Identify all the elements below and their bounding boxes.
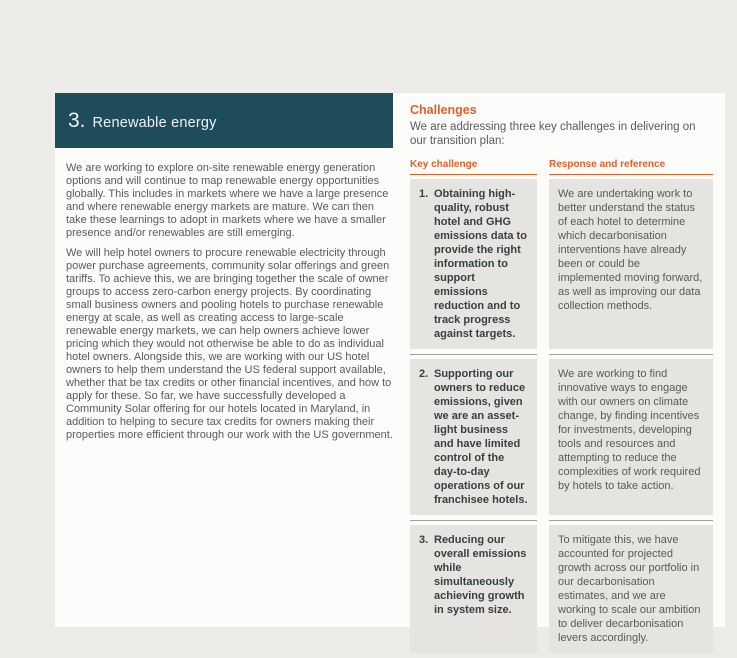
section-title: Renewable energy	[92, 115, 217, 131]
challenges-heading: Challenges	[410, 103, 477, 117]
report-page-panel	[55, 93, 725, 644]
table-row-3-response-cell	[549, 520, 713, 658]
table-row-1-challenge-cell	[410, 175, 537, 354]
section-number: 3.	[68, 109, 86, 132]
challenges-intro: We are addressing three key challenges in delivering on our transition plan:	[410, 121, 696, 147]
table-row-3-challenge-cell	[410, 520, 537, 658]
challenge-text: Reducing our overall emissions while simultaneously achieving growth in system size.	[434, 534, 527, 616]
section-header	[55, 93, 393, 148]
table-row-2-challenge-cell	[410, 354, 537, 520]
challenges-section	[410, 103, 713, 658]
body-paragraph-1: We are working to explore on-site renewable energy generation options and will continue to map renewable energy opportunities globally. This includes in markets where we have a large presence and where renewable energy markets are mature. We can then take these learnings to adopt in markets where we have a smaller presence and/or renewables are still emerging.	[66, 162, 389, 239]
section-body-text	[66, 162, 393, 449]
challenges-table	[410, 159, 713, 658]
row-number: 2.	[419, 368, 429, 380]
row-number: 3.	[419, 534, 429, 546]
column-header-response: Response and reference	[549, 159, 713, 175]
challenge-text: Obtaining high-quality, robust hotel and GHG emissions data to provide the right information to support emissions reduction and to track progress against targets.	[434, 188, 527, 340]
row-number: 1.	[419, 188, 429, 200]
response-text: To mitigate this, we have accounted for projected growth across our portfolio in our decarbonisation estimates, and we are working to scale our ambition to deliver decarbonisation levers accordingly.	[549, 525, 713, 653]
response-text: We are undertaking work to better understand the status of each hotel to determine which decarbonisation interventions have already been or could be implemented moving forward, as well as improving our data collection methods.	[549, 179, 713, 349]
column-header-key-challenge: Key challenge	[410, 159, 537, 175]
response-text: We are working to find innovative ways to engage with our owners on climate change, by finding incentives for investments, developing tools and resources and attempting to reduce the complexities of work required by hotels to take action.	[549, 359, 713, 515]
table-row-2-response-cell	[549, 354, 713, 520]
table-row-1-response-cell	[549, 175, 713, 354]
body-paragraph-2: We will help hotel owners to procure renewable electricity through power purchase agreements, community solar offerings and green tariffs. To achieve this, we are bringing together the scale of owner groups to access zero-carbon energy projects. By coordinating small business owners and pooling hotels to purchase renewable energy at scale, as well as creating access to large-scale renewable energy markets, we can help owners achieve lower pricing which they would not otherwise be able to do as individual hotel owners. Alongside this, we are working with our US hotel owners to help them understand the US federal support available, whether that be tax credits or other financial incentives, and how to apply for these. So far, we have successfully developed a Community Solar offering for our hotels located in Maryland, in addition to helping to secure tax credits for owners making their properties more efficient through our work with the US government.	[66, 247, 393, 441]
challenge-text: Supporting our owners to reduce emissions, given we are an asset-light business and have limited control of the day-to-day operations of our franchisee hotels.	[434, 368, 528, 506]
